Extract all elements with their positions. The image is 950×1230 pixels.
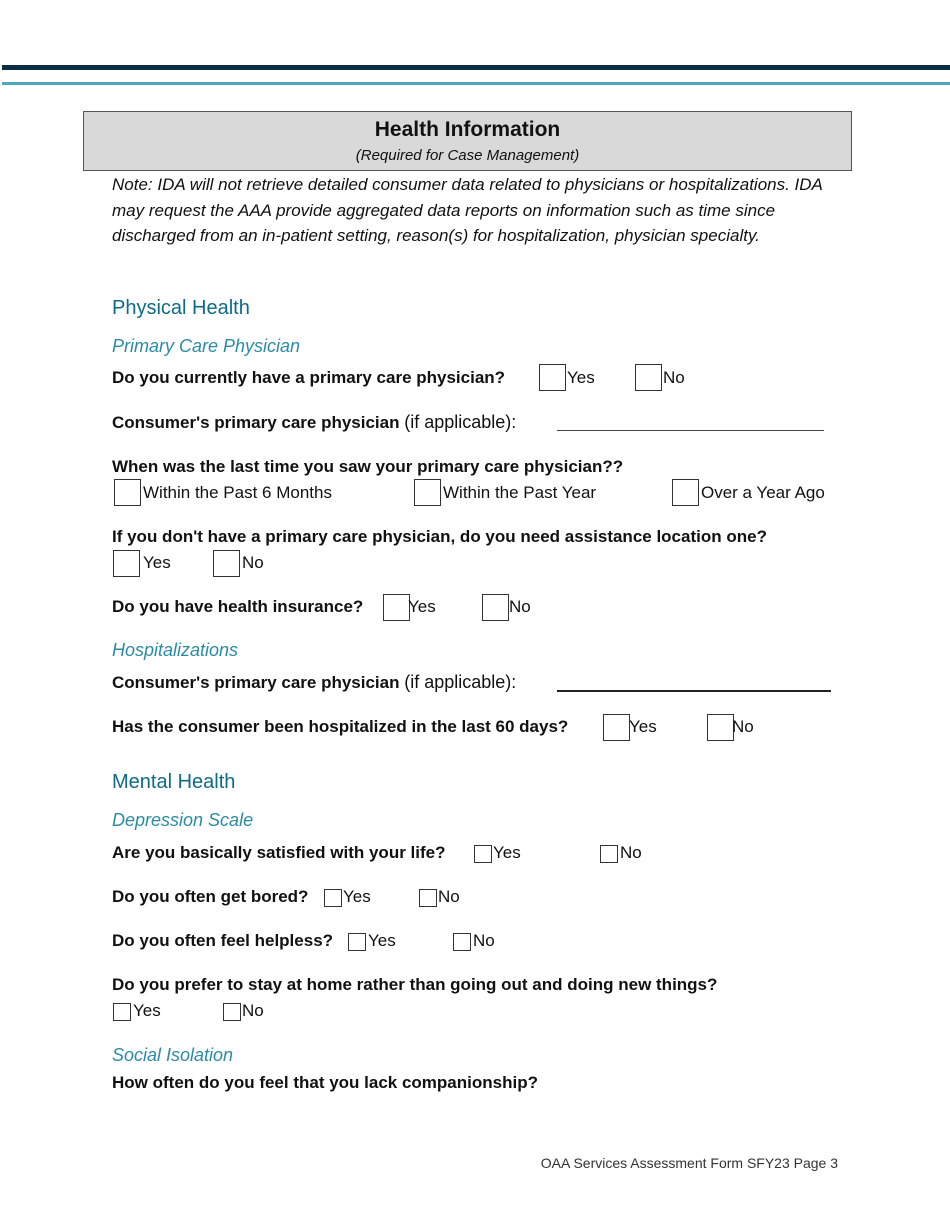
physical-health-heading: Physical Health (112, 297, 250, 319)
visit-past-year-label: Within the Past Year (443, 483, 597, 502)
stay-home-no-checkbox[interactable] (223, 1003, 241, 1021)
insurance-yes-checkbox[interactable] (383, 594, 410, 621)
bored-no-label: No (438, 887, 460, 906)
satisfied-no-checkbox[interactable] (600, 845, 618, 863)
helpless-yes-label: Yes (368, 931, 396, 950)
note-text: Note: IDA will not retrieve detailed consumer data related to physicians or hospitalizations. IDA may request the AAA provide aggregated data reports on information such as time since discharged from an in-patient setting, reason(s) for hospitalization, physician specialty. (112, 175, 823, 246)
insurance-yes-label: Yes (408, 597, 436, 616)
satisfied-no-label: No (620, 843, 642, 862)
hosp-pcp-name-qualifier: (if applicable): (404, 672, 517, 692)
mental-health-heading: Mental Health (112, 771, 236, 793)
question-pcp-name (112, 412, 516, 433)
bored-yes-checkbox[interactable] (324, 889, 342, 907)
question-has-pcp: Do you currently have a primary care physician? (112, 368, 506, 387)
has-pcp-yes-label: Yes (567, 368, 595, 387)
stay-home-yes-label: Yes (133, 1001, 161, 1020)
has-pcp-yes-checkbox[interactable] (539, 364, 566, 391)
insurance-no-label: No (509, 597, 531, 616)
hosp-pcp-name-input-line[interactable] (557, 690, 831, 692)
need-assistance-no-label: No (242, 553, 264, 572)
question-feel-helpless: Do you often feel helpless? (112, 931, 334, 950)
pcp-subheading: Primary Care Physician (112, 336, 301, 356)
question-satisfied-life: Are you basically satisfied with your life? (112, 843, 446, 862)
visit-6-months-label: Within the Past 6 Months (143, 483, 332, 502)
bored-yes-label: Yes (343, 887, 371, 906)
stay-home-no-label: No (242, 1001, 264, 1020)
question-health-insurance: Do you have health insurance? (112, 597, 364, 616)
hospitalized-yes-label: Yes (629, 717, 657, 736)
need-assistance-yes-checkbox[interactable] (113, 550, 140, 577)
page-title: Health Information (374, 118, 561, 141)
has-pcp-no-label: No (663, 368, 685, 387)
helpless-no-checkbox[interactable] (453, 933, 471, 951)
question-need-assistance: If you don't have a primary care physician, do you need assistance location one? (112, 527, 767, 546)
hospitalized-yes-checkbox[interactable] (603, 714, 630, 741)
hospitalized-no-checkbox[interactable] (707, 714, 734, 741)
page-subtitle: (Required for Case Management) (355, 147, 580, 164)
bored-no-checkbox[interactable] (419, 889, 437, 907)
visit-over-year-label: Over a Year Ago (701, 483, 825, 502)
social-isolation-subheading: Social Isolation (112, 1045, 234, 1065)
header-rule-dark (2, 65, 950, 70)
need-assistance-no-checkbox[interactable] (213, 550, 240, 577)
helpless-yes-checkbox[interactable] (348, 933, 366, 951)
hospitalizations-subheading: Hospitalizations (112, 640, 239, 660)
visit-past-year-checkbox[interactable] (414, 479, 441, 506)
pcp-name-label: Consumer's primary care physician (112, 413, 400, 432)
hospitalized-no-label: No (732, 717, 754, 736)
header-rule-light (2, 82, 950, 85)
depression-scale-subheading: Depression Scale (112, 810, 254, 830)
has-pcp-no-checkbox[interactable] (635, 364, 662, 391)
section-header-box (83, 111, 852, 171)
question-lack-companionship: How often do you feel that you lack companionship? (112, 1073, 538, 1092)
stay-home-yes-checkbox[interactable] (113, 1003, 131, 1021)
satisfied-yes-label: Yes (493, 843, 521, 862)
question-stay-home: Do you prefer to stay at home rather than going out and doing new things? (112, 975, 718, 994)
pcp-name-qualifier: (if applicable): (404, 412, 517, 432)
insurance-no-checkbox[interactable] (482, 594, 509, 621)
visit-6-months-checkbox[interactable] (114, 479, 141, 506)
page-footer: OAA Services Assessment Form SFY23 Page 3 (540, 1155, 838, 1171)
pcp-name-input-line[interactable] (557, 430, 824, 431)
question-hosp-pcp-name (112, 672, 516, 693)
hosp-pcp-name-label: Consumer's primary care physician (112, 673, 400, 692)
helpless-no-label: No (473, 931, 495, 950)
satisfied-yes-checkbox[interactable] (474, 845, 492, 863)
question-hospitalized-60-days: Has the consumer been hospitalized in the last 60 days? (112, 717, 569, 736)
question-often-bored: Do you often get bored? (112, 887, 309, 906)
visit-over-year-checkbox[interactable] (672, 479, 699, 506)
need-assistance-yes-label: Yes (143, 553, 171, 572)
question-last-pcp-visit: When was the last time you saw your primary care physician?? (112, 457, 624, 476)
